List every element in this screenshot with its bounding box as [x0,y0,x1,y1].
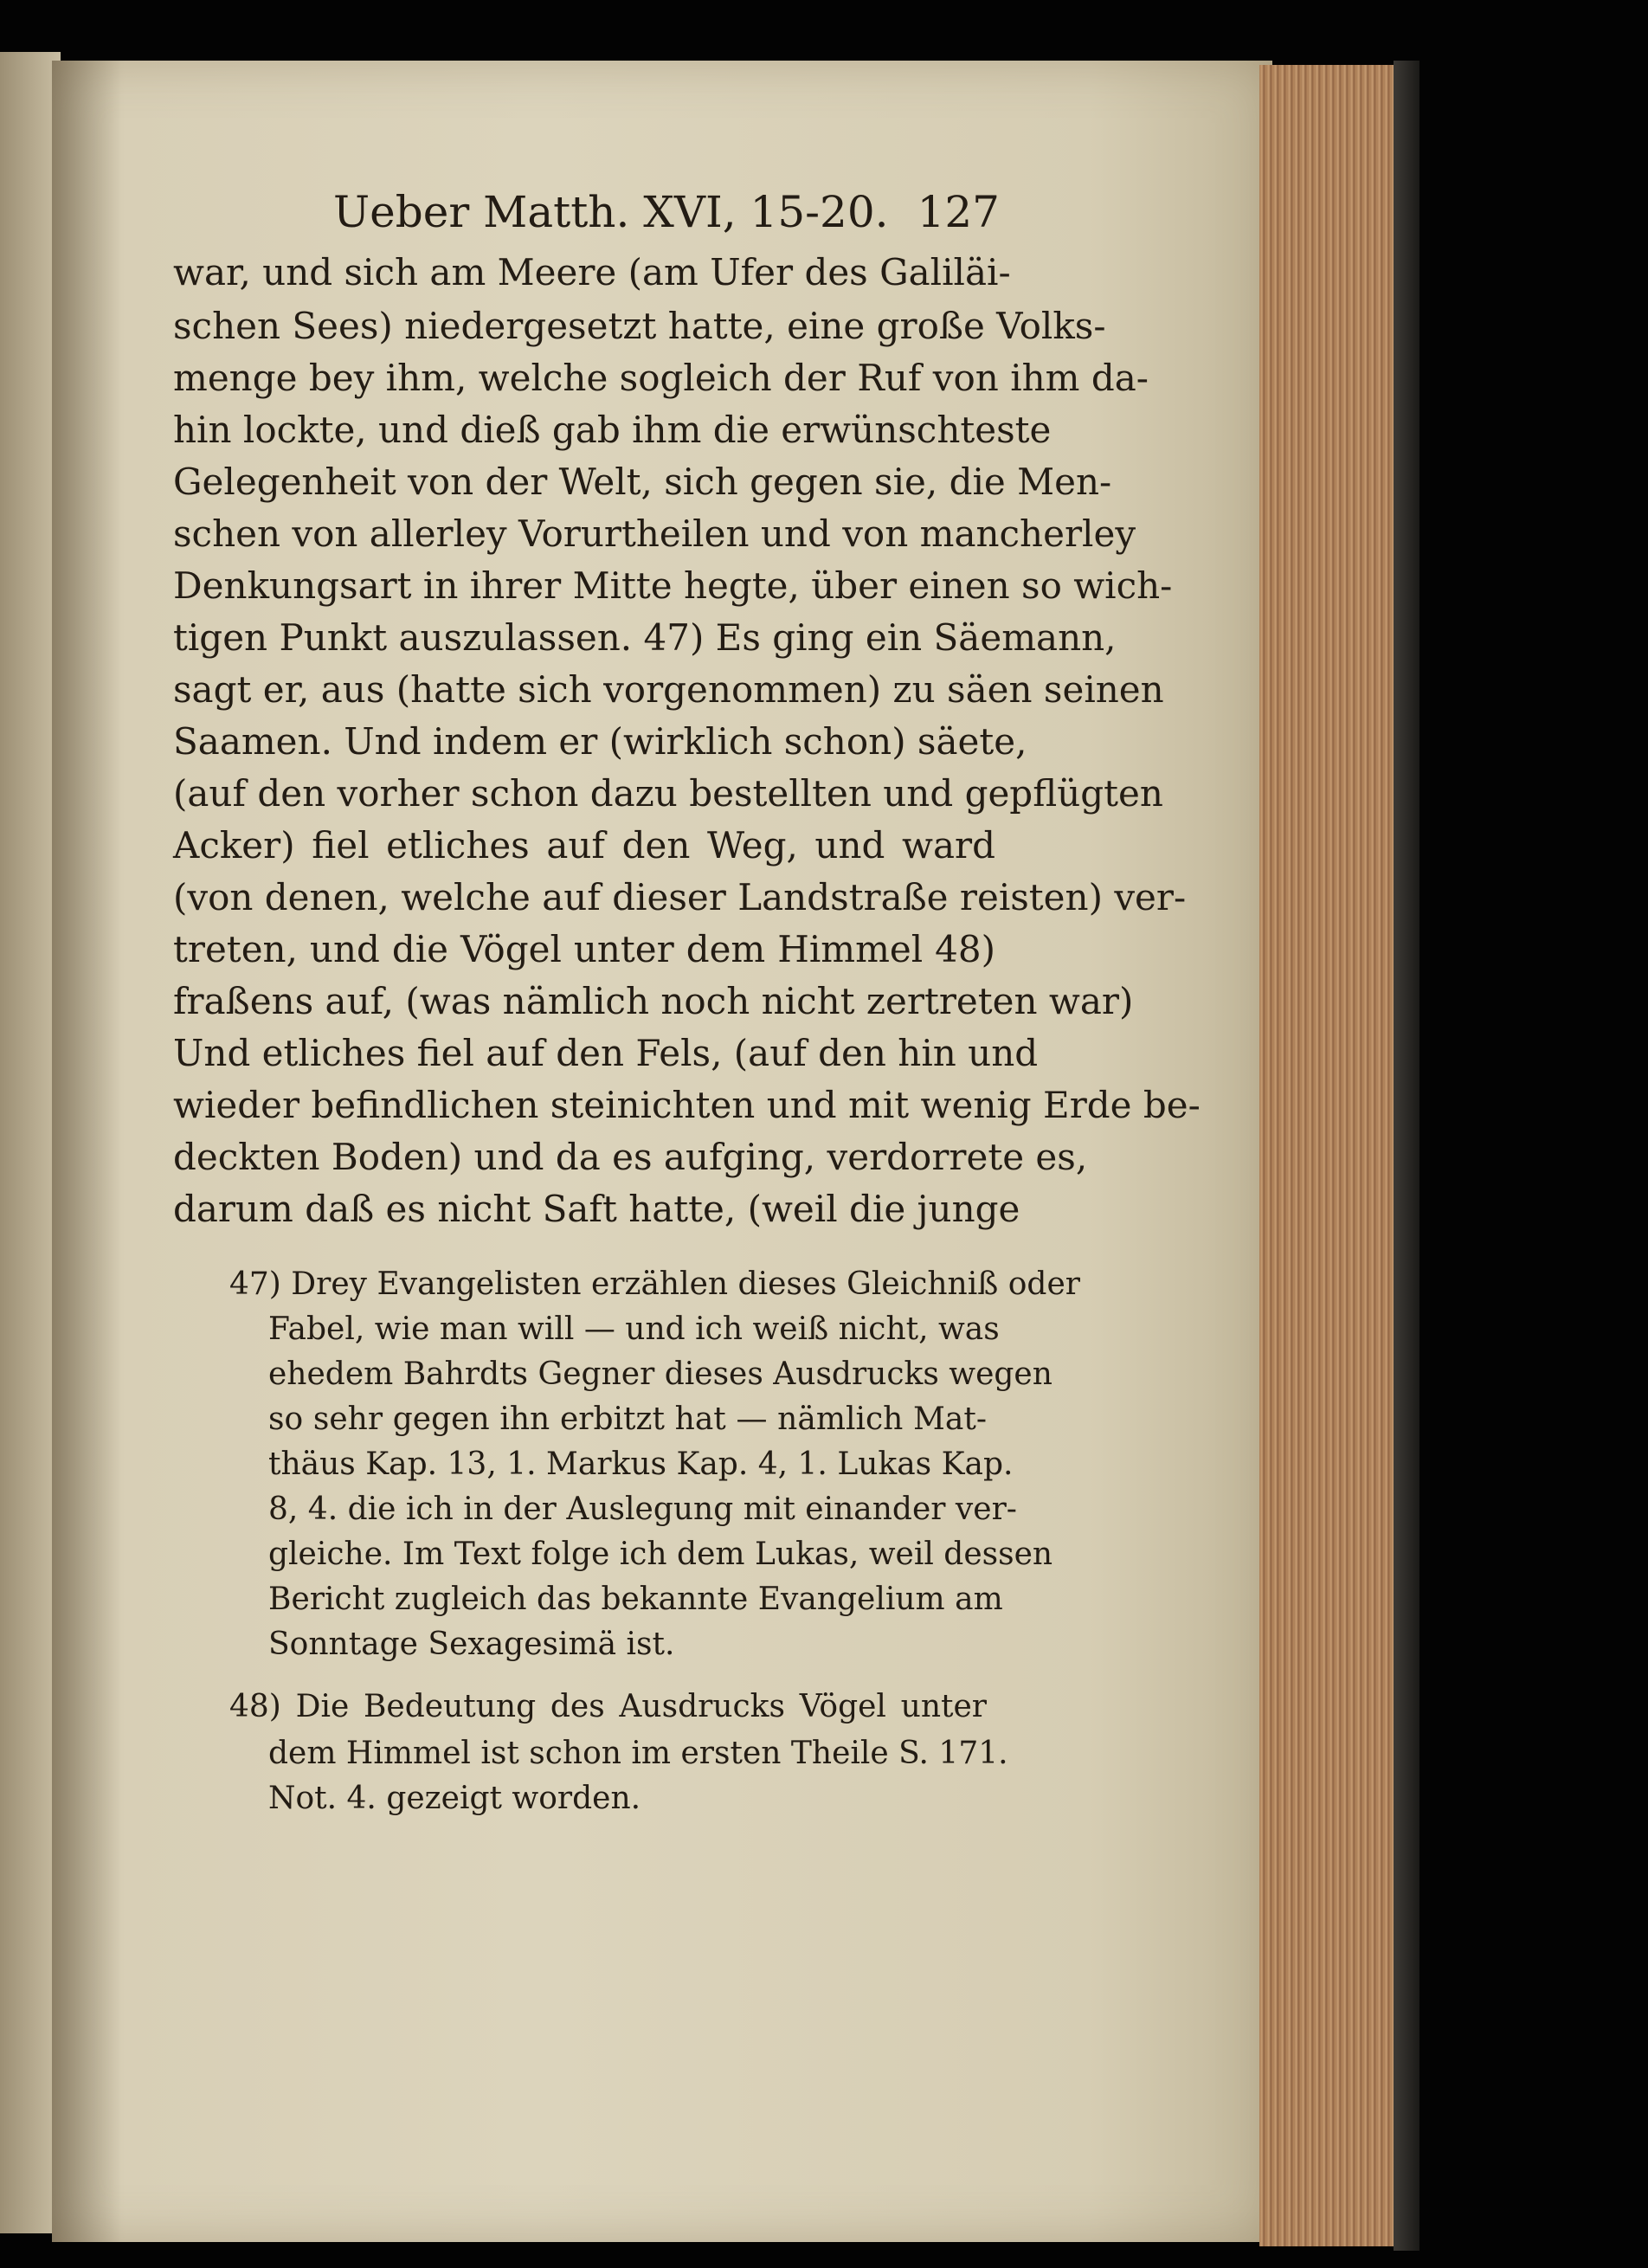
body-line: Gelegenheit von der Welt, sich gegen sie, die Men- [173,461,1112,503]
running-header [333,182,1000,242]
page-block-edge [1259,65,1402,2246]
body-line: (auf den vorher schon dazu bestellten und gepflügten [173,772,1163,815]
footnote-48-line: dem Himmel ist schon im ersten Theile S. 171. [268,1736,1008,1771]
footnote-48-line: Not. 4. gezeigt worden. [268,1781,641,1816]
body-line: deckten Boden) und da es aufging, verdorrete es, [173,1136,1088,1178]
body-line: hin lockte, und dieß gab ihm die erwünschteste [173,409,1052,451]
footnote-47-line: thäus Kap. 13, 1. Markus Kap. 4, 1. Lukas Kap. [268,1446,1014,1482]
body-line: wieder befindlichen steinichten und mit wenig Erde be- [173,1084,1201,1126]
footnote-47-line: Bericht zugleich das bekannte Evangelium am [268,1582,1003,1617]
body-line: Acker) fiel etliches auf den Weg, und ward [173,824,995,867]
body-line: Und etliches fiel auf den Fels, (auf den hin und [173,1032,1039,1074]
body-line: (von denen, welche auf dieser Landstraße reisten) ver- [173,876,1187,918]
footnote-47-line: so sehr gegen ihn erbitzt hat — nämlich Mat- [268,1401,987,1437]
footnote-47-line: Sonntage Sexagesimä ist. [268,1627,675,1662]
footnote-47-line: gleiche. Im Text folge ich dem Lukas, weil dessen [268,1537,1053,1572]
body-line: war, und sich am Meere (am Ufer des Galiläi- [173,251,1011,293]
body-line: schen Sees) niedergesetzt hatte, eine große Volks- [173,305,1106,347]
body-line: menge bey ihm, welche sogleich der Ruf von ihm da- [173,357,1149,399]
footnote-47-line: Fabel, wie man will — und ich weiß nicht, was [268,1311,1000,1347]
footnote-47-line: 47) Drey Evangelisten erzählen dieses Gleichniß oder [229,1266,1080,1302]
body-line: schen von allerley Vorurtheilen und von mancherley [173,512,1136,555]
body-line: fraßens auf, (was nämlich noch nicht zertreten war) [173,980,1134,1022]
gutter-shadow [52,61,121,2242]
footnote-48-line: 48) Die Bedeutung des Ausdrucks Vögel unter [229,1689,987,1724]
body-line: sagt er, aus (hatte sich vorgenommen) zu säen seinen [173,668,1164,711]
body-line: treten, und die Vögel unter dem Himmel 48) [173,928,995,970]
body-line: tigen Punkt auszulassen. 47) Es ging ein Säemann, [173,616,1117,659]
body-line: Denkungsart in ihrer Mitte hegte, über einen so wich- [173,564,1173,607]
page-number: 127 [917,187,1000,237]
body-line: darum daß es nicht Saft hatte, (weil die junge [173,1188,1020,1230]
footnote-47-line: 8, 4. die ich in der Auslegung mit einander ver- [268,1492,1017,1527]
body-line: Saamen. Und indem er (wirklich schon) säete, [173,720,1027,763]
running-header-title: Ueber Matth. XVI, 15-20. [333,187,889,237]
book-cover-edge [1394,61,1419,2251]
footnote-47-line: ehedem Bahrdts Gegner dieses Ausdrucks wegen [268,1356,1053,1392]
